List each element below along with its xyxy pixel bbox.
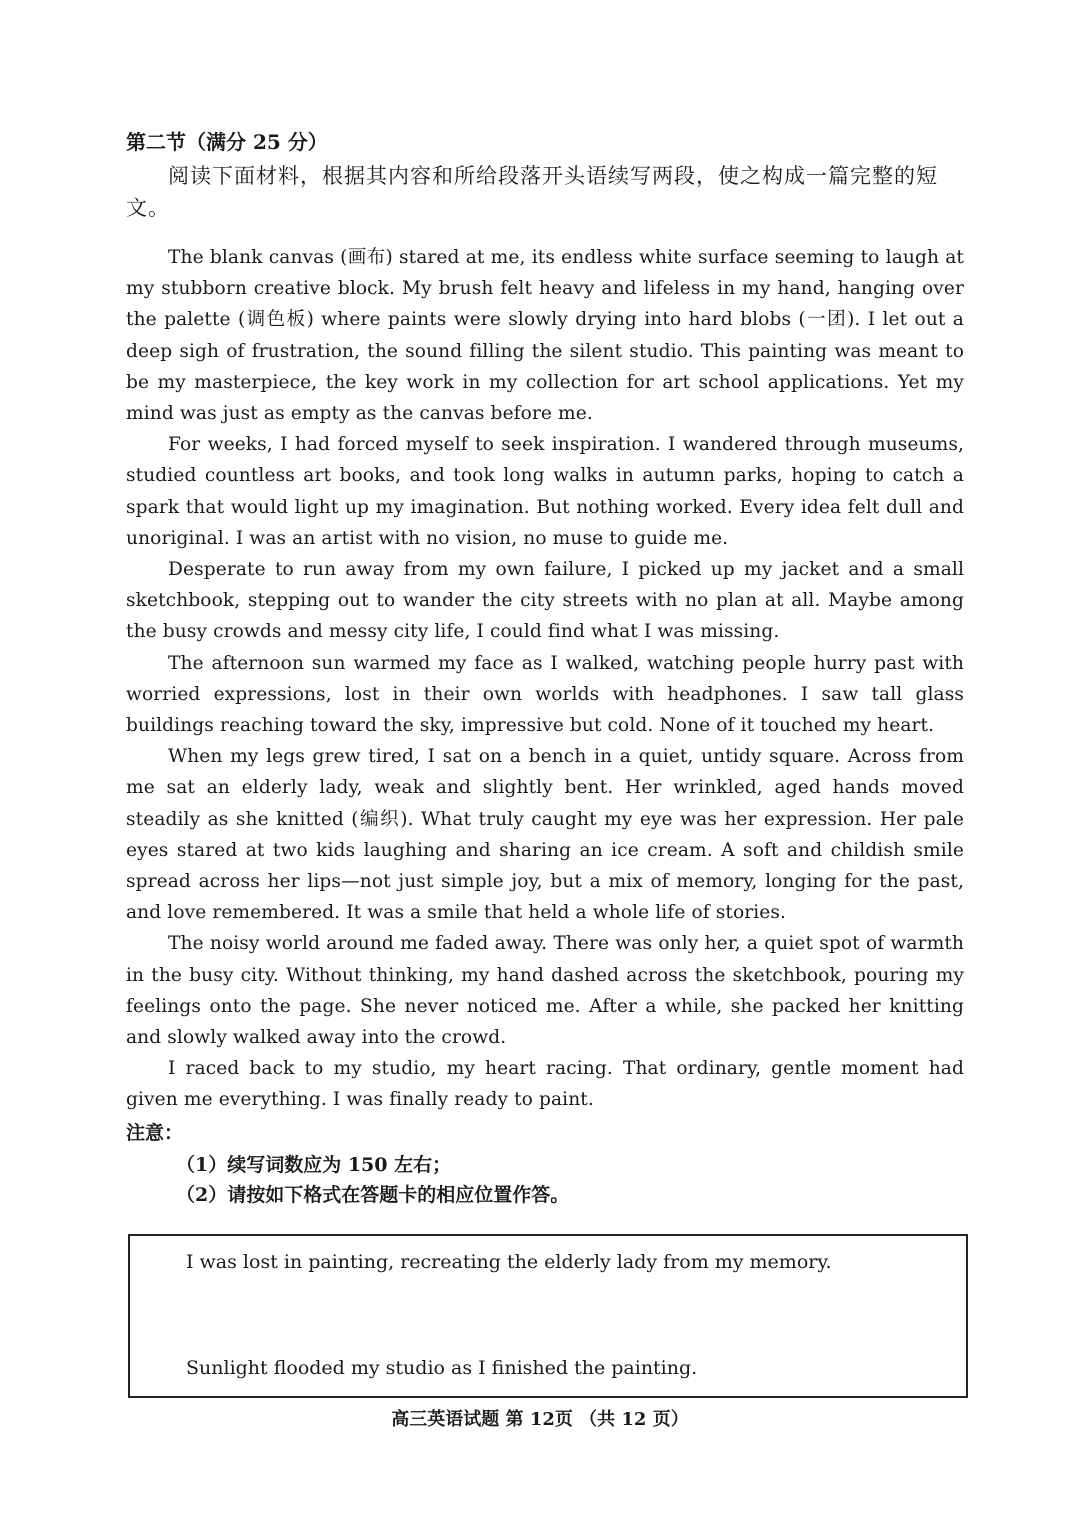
passage-paragraph: The afternoon sun warmed my face as I walked, watching people hurry past with worried expressions, lost in their own worlds with headphones. I saw tall glass buildings reaching toward the sky, impressive but cold. None of it touched my heart. bbox=[126, 652, 964, 737]
passage-paragraph: Desperate to run away from my own failure, I picked up my jacket and a small sketchbook, stepping out to wander the city streets with no plan at all. Maybe among the busy crowds and messy city life, I could find what I was missing. bbox=[126, 559, 964, 643]
exam-page bbox=[126, 120, 964, 1210]
section-instruction: 阅读下面材料，根据其内容和所给段落开头语续写两段，使之构成一篇完整的短文。 bbox=[126, 164, 938, 220]
section-title: 第二节（满分 25 分） bbox=[126, 130, 328, 154]
note-item: （1）续写词数应为 150 左右； bbox=[176, 1153, 452, 1176]
answer-opening-line-2: Sunlight flooded my studio as I finished the painting. bbox=[186, 1357, 698, 1379]
answer-format-box bbox=[128, 1234, 968, 1398]
passage-paragraph: The noisy world around me faded away. There was only her, a quiet spot of warmth in the busy city. Without thinking, my hand dashed across the sketchbook, pouring my feelings onto the page. She never noticed me. After a while, she packed her knitting and slowly walked away into the crowd. bbox=[126, 933, 964, 1049]
answer-opening-line-1: I was lost in painting, recreating the elderly lady from my memory. bbox=[186, 1251, 832, 1273]
passage-paragraph: When my legs grew tired, I sat on a bench in a quiet, untidy square. Across from me sat an elderly lady, weak and slightly bent. Her wrinkled, aged hands moved steadily as she knitted (编织). What truly caught my eye was her expression. Her pale eyes stared at two kids laughing and sharing an ice cream. A soft and childish smile spread across her lips—not just simple joy, but a mix of memory, longing for the past, and love remembered. It was a smile that held a whole life of stories. bbox=[126, 746, 964, 924]
page-footer: 高三英语试题 第 12页 （共 12 页） bbox=[391, 1409, 689, 1430]
passage-paragraph: I raced back to my studio, my heart racing. That ordinary, gentle moment had given me everything. I was finally ready to paint. bbox=[126, 1058, 964, 1111]
passage-paragraph: For weeks, I had forced myself to seek inspiration. I wandered through museums, studied countless art books, and took long walks in autumn parks, hoping to catch a spark that would light up my imagination. But nothing worked. Every idea felt dull and unoriginal. I was an artist with no vision, no muse to guide me. bbox=[126, 434, 964, 549]
note-item: （2）请按如下格式在答题卡的相应位置作答。 bbox=[176, 1183, 570, 1206]
notes-title: 注意： bbox=[126, 1121, 184, 1144]
passage-paragraph: The blank canvas (画布) stared at me, its endless white surface seeming to laugh at my stubborn creative block. My brush felt heavy and lifeless in my hand, hanging over the palette (调色板) where paints were slowly drying into hard blobs (一团). I let out a deep sigh of frustration, the sound filling the silent studio. This painting was meant to be my masterpiece, the key work in my collection for art school applications. Yet my mind was just as empty as the canvas before me. bbox=[126, 247, 964, 425]
